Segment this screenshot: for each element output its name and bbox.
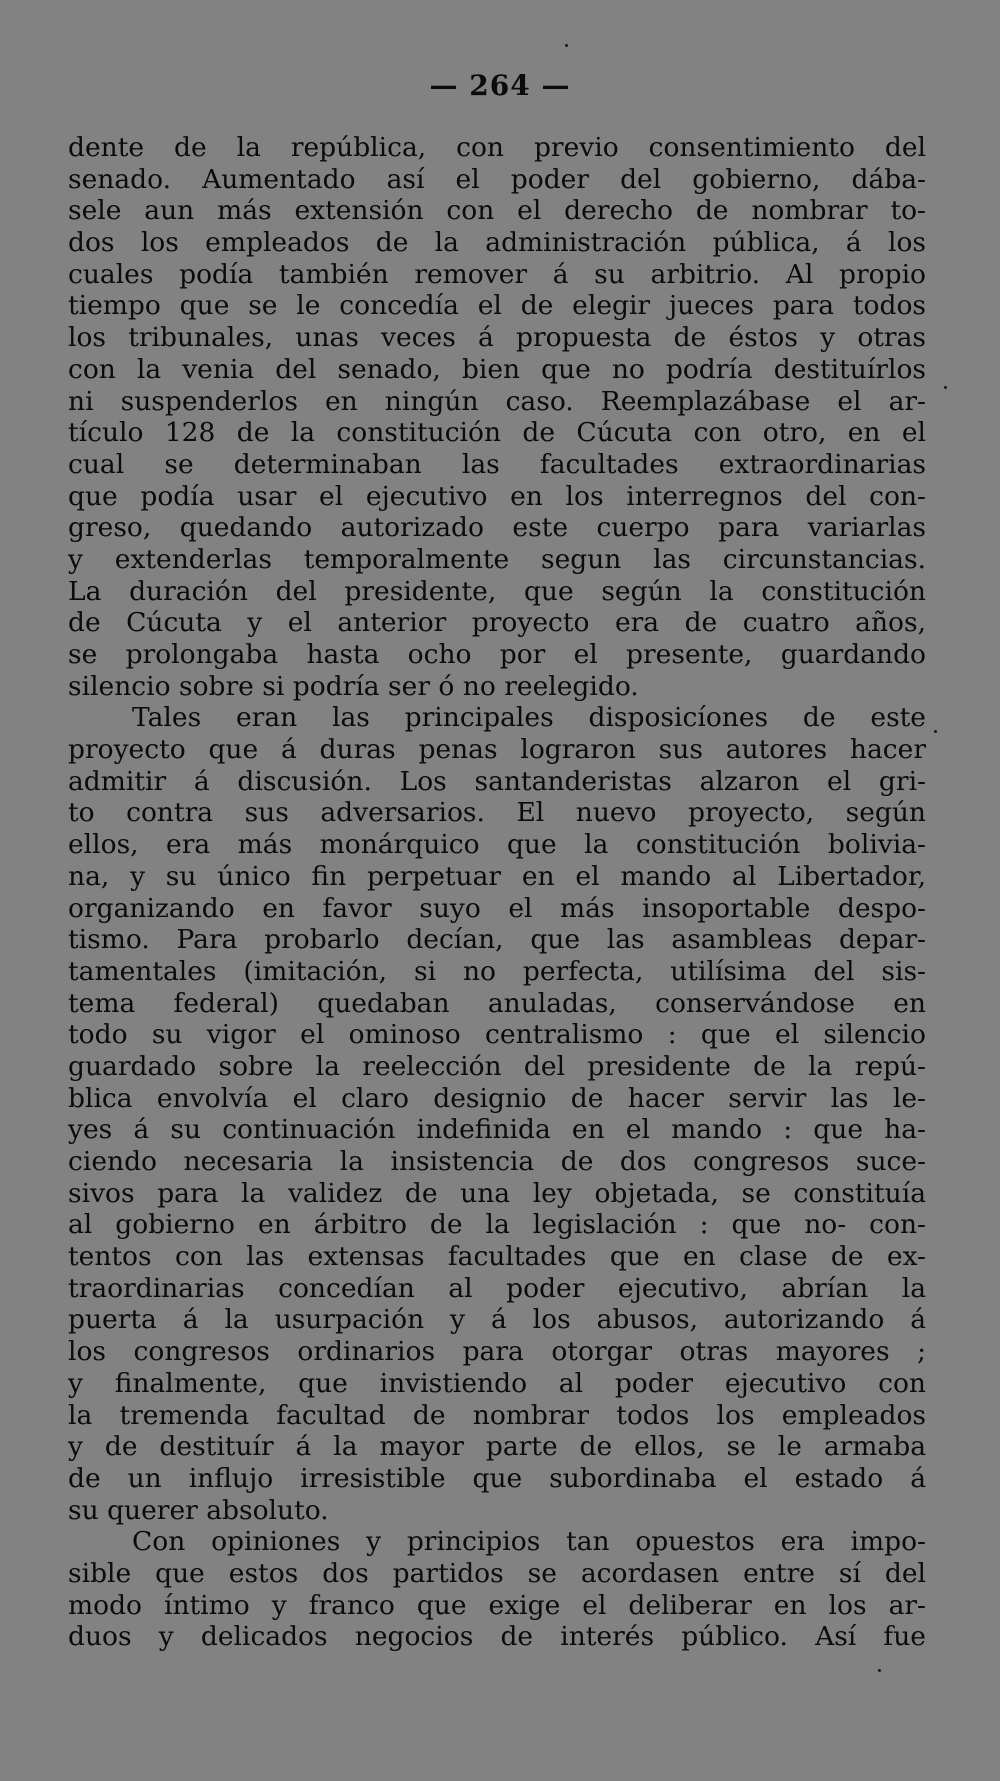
text-line: sible que estos dos partidos se acordasen entre sí del (68, 1557, 926, 1589)
text-line: ni suspenderlos en ningún caso. Reemplazábase el ar- (68, 385, 926, 417)
text-line: greso, quedando autorizado este cuerpo para variarlas (68, 512, 926, 544)
text-line: to contra sus adversarios. El nuevo proyecto, según (68, 797, 926, 829)
text-line: al gobierno en árbitro de la legislación : que no- con- (68, 1209, 926, 1241)
text-line: sele aun más extensión con el derecho de nombrar to- (68, 195, 926, 227)
text-line: ellos, era más monárquico que la constitución bolivia- (68, 829, 926, 861)
text-line: la tremenda facultad de nombrar todos los empleados (68, 1399, 926, 1431)
text-line: duos y delicados negocios de interés público. Así fue (68, 1621, 926, 1653)
print-speck (944, 386, 947, 389)
text-line: los congresos ordinarios para otorgar otras mayores ; (68, 1336, 926, 1368)
text-line: puerta á la usurpación y á los abusos, autorizando á (68, 1304, 926, 1336)
text-line: de un influjo irresistible que subordinaba el estado á (68, 1462, 926, 1494)
text-line: cual se determinaban las facultades extraordinarias (68, 448, 926, 480)
text-line: silencio sobre si podría ser ó no reelegido. (68, 670, 639, 702)
text-line: sivos para la validez de una ley objetada, se constituía (68, 1177, 926, 1209)
text-line: y de destituír á la mayor parte de ellos, se le armaba (68, 1431, 926, 1463)
print-speck (878, 1669, 881, 1672)
print-speck (934, 730, 937, 733)
text-line: de Cúcuta y el anterior proyecto era de cuatro años, (68, 607, 926, 639)
text-line: tentos con las extensas facultades que en clase de ex- (68, 1241, 926, 1273)
text-line: los tribunales, unas veces á propuesta de éstos y otras (68, 322, 926, 354)
text-line: con la venia del senado, bien que no podría destituírlos (68, 353, 926, 385)
text-line: modo íntimo y franco que exige el deliberar en los ar- (68, 1589, 926, 1621)
text-line: se prolongaba hasta ocho por el presente, guardando (68, 639, 926, 670)
page-number: — 264 — (429, 69, 571, 102)
text-line: Tales eran las principales disposicíones de este (132, 702, 926, 734)
text-line: proyecto que á duras penas lograron sus autores hacer (68, 734, 926, 766)
text-line: tiempo que se le concedía el de elegir jueces para todos (68, 290, 926, 322)
text-line: que podía usar el ejecutivo en los interregnos del con- (68, 480, 926, 512)
text-line: admitir á discusión. Los santanderistas alzaron el gri- (68, 765, 926, 797)
text-line: su querer absoluto. (68, 1494, 329, 1526)
text-line: cuales podía también remover á su arbitrio. Al propio (68, 258, 926, 290)
text-line: senado. Aumentado así el poder del gobierno, dába- (68, 163, 926, 195)
text-line: organizando en favor suyo el más insoportable despo- (68, 892, 926, 924)
text-line: tema federal) quedaban anuladas, conservándose en (68, 987, 926, 1019)
text-line: Con opiniones y principios tan opuestos era impo- (132, 1526, 926, 1558)
text-line: yes á su continuación indefinida en el mando : que ha- (68, 1114, 926, 1146)
text-line: y finalmente, que invistiendo al poder ejecutivo con (68, 1367, 926, 1399)
text-line: tículo 128 de la constitución de Cúcuta con otro, en el (68, 417, 926, 449)
text-line: na, y su único fin perpetuar en el mando al Libertador, (68, 860, 926, 892)
text-line: traordinarias concedían al poder ejecutivo, abrían la (68, 1272, 926, 1304)
text-line: tismo. Para probarlo decían, que las asambleas depar- (68, 924, 926, 956)
body-text (68, 132, 926, 1653)
text-line: tamentales (imitación, si no perfecta, utilísima del sis- (68, 955, 926, 987)
text-line: guardado sobre la reelección del presidente de la repú- (68, 1050, 926, 1082)
text-line: ciendo necesaria la insistencia de dos congresos suce- (68, 1146, 926, 1177)
text-line: todo su vigor el ominoso centralismo : que el silencio (68, 1019, 926, 1051)
text-line: blica envolvía el claro designio de hacer servir las le- (68, 1082, 926, 1114)
text-line: y extenderlas temporalmente segun las circunstancias. (68, 543, 926, 575)
text-line: dos los empleados de la administración pública, á los (68, 227, 926, 259)
text-line: La duración del presidente, que según la constitución (68, 575, 926, 607)
text-line: dente de la república, con previo consentimiento del (68, 132, 926, 163)
print-speck (565, 44, 568, 47)
